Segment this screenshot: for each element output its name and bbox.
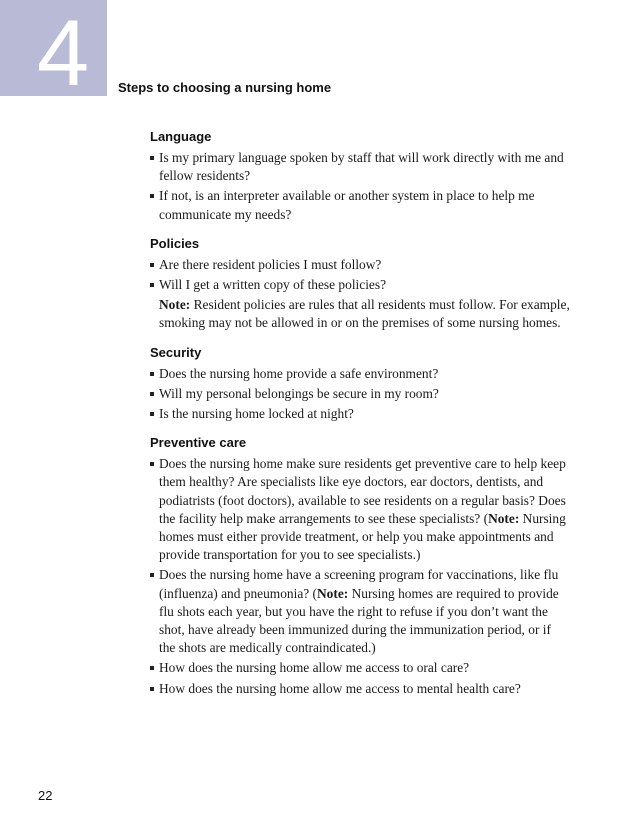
section-preventive-care — [150, 434, 570, 698]
section-language — [150, 128, 570, 224]
section-heading-security: Security — [150, 344, 202, 360]
list-item: How does the nursing home allow me access to oral care? — [150, 659, 570, 677]
list-item: Are there resident policies I must follow? — [150, 256, 570, 274]
item-text: Does the nursing home make sure residents get preventive care to help keep them healthy? Are specialists like eye doctors, ear doctors, dentists, and podiatrists (foot doctors), available to see residents on a regular basis? Does the facility help make arrangements to see these specialists? ( — [159, 456, 566, 526]
note-text: Resident policies are rules that all residents must follow. For example, smoking may not be allowed in or on the premises of some nursing homes. — [159, 297, 570, 331]
list-item: Is the nursing home locked at night? — [150, 405, 570, 423]
note-label: Note: — [159, 297, 191, 313]
chapter-number-box — [0, 0, 107, 105]
chapter-number: 4 — [36, 0, 90, 105]
note-label: Note: — [317, 585, 349, 601]
list-item: Does the nursing home provide a safe environment? — [150, 365, 570, 383]
item-text: Nursing homes must either provide treatment, or help you make appointments and provide transportation for you to see specialists.) — [159, 510, 566, 563]
note-label: Note: — [488, 510, 520, 526]
section-heading-language: Language — [150, 129, 212, 144]
item-text: Nursing homes are required to provide flu shots each year, but you have the right to refuse if you don’t want the shot, have already been immunized during the immunization period, or if the shots are medically contraindicated.) — [159, 585, 559, 656]
section-heading-preventive-care: Preventive care — [150, 435, 247, 451]
page-number: 22 — [38, 788, 53, 803]
list-item: Will my personal belongings be secure in my room? — [150, 385, 570, 403]
page-content — [150, 128, 570, 709]
policies-note — [150, 296, 570, 332]
item-text: Does the nursing home have a screening program for vaccinations, like flu (influenza) and pneumonia? ( — [159, 567, 559, 601]
list-item — [150, 455, 570, 564]
list-item: Is my primary language spoken by staff that will work directly with me and fellow residents? — [150, 149, 570, 185]
list-item: How does the nursing home allow me access to mental health care? — [150, 680, 570, 698]
chapter-title: Steps to choosing a nursing home — [118, 80, 332, 95]
section-heading-policies: Policies — [150, 235, 200, 251]
section-policies — [150, 235, 570, 333]
list-item — [150, 566, 570, 657]
section-security — [150, 344, 570, 424]
list-item: Will I get a written copy of these policies? — [150, 276, 570, 294]
list-item: If not, is an interpreter available or another system in place to help me communicate my needs? — [150, 187, 570, 223]
